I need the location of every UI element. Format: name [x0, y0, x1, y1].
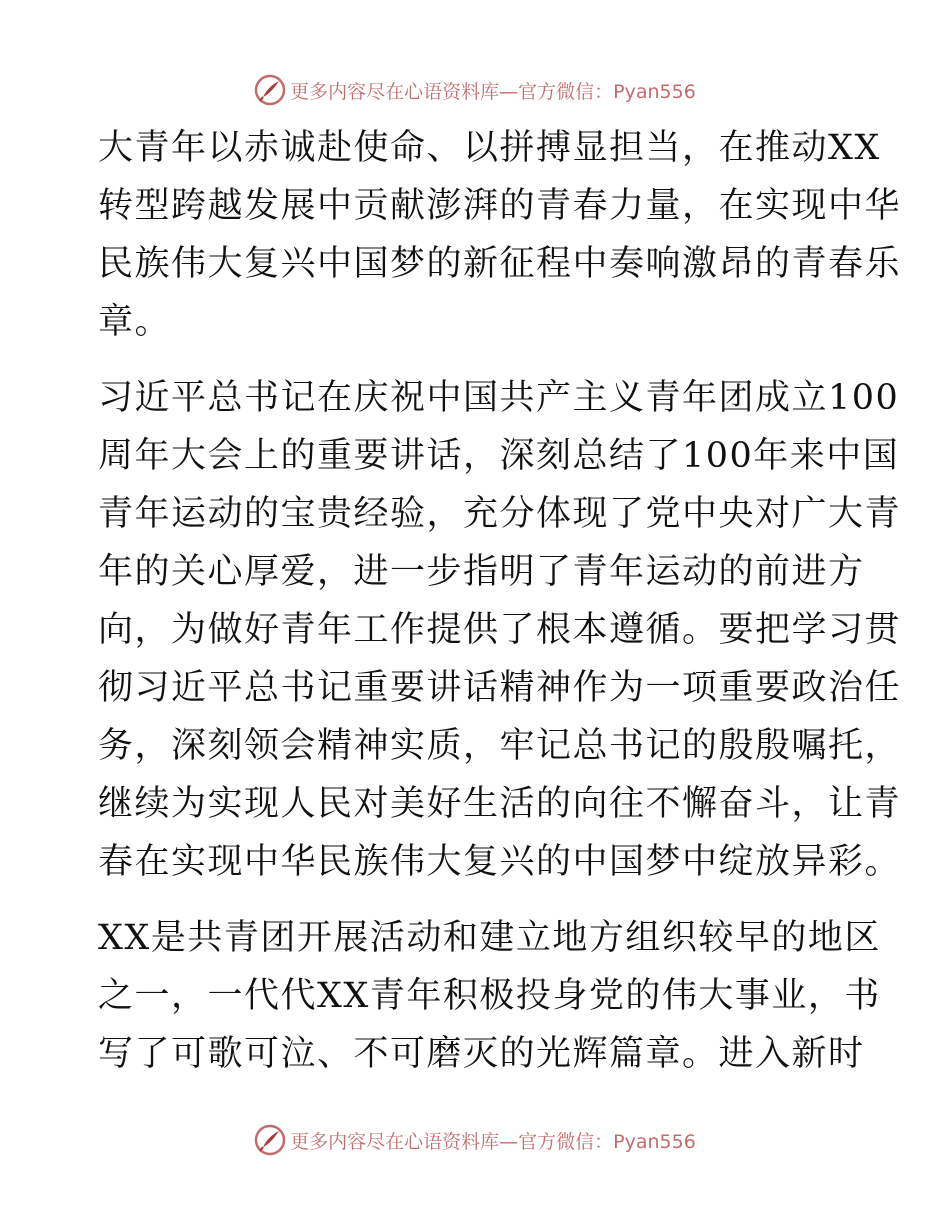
footer-watermark — [0, 1120, 950, 1160]
text-line: 青年运动的宝贵经验，充分体现了党中央对广大青 — [98, 494, 902, 534]
text-line: 务，深刻领会精神实质，牢记总书记的殷殷嘱托， — [98, 726, 902, 766]
watermark-text: 更多内容尽在心语资料库—官方微信：Pyan556 — [290, 80, 696, 103]
text-line: 大青年以赤诚赴使命、以拼搏显担当，在推动XX — [98, 128, 881, 168]
text-line: 转型跨越发展中贡献澎湃的青春力量，在实现中华 — [98, 186, 902, 226]
text-line: 章。 — [98, 302, 172, 342]
text-line: 春在实现中华民族伟大复兴的中国梦中绽放异彩。 — [98, 842, 902, 882]
feather-logo-icon — [254, 74, 286, 106]
feather-logo-icon — [254, 1124, 286, 1156]
text-line: 民族伟大复兴中国梦的新征程中奏响激昂的青春乐 — [98, 244, 902, 284]
header-watermark — [0, 70, 950, 110]
text-line: 彻习近平总书记重要讲话精神作为一项重要政治任 — [98, 668, 902, 708]
text-line: 向，为做好青年工作提供了根本遵循。要把学习贯 — [98, 610, 902, 650]
text-line: 之一，一代代XX青年积极投身党的伟大事业，书 — [98, 976, 881, 1016]
text-line: 写了可歌可泣、不可磨灭的光辉篇章。进入新时 — [98, 1034, 865, 1074]
watermark-text: 更多内容尽在心语资料库—官方微信：Pyan556 — [290, 1130, 696, 1153]
text-line: 年的关心厚爱，进一步指明了青年运动的前进方 — [98, 552, 865, 592]
text-line: 继续为实现人民对美好生活的向往不懈奋斗，让青 — [98, 784, 902, 824]
text-line: 习近平总书记在庆祝中国共产主义青年团成立100 — [98, 378, 900, 418]
text-line: 周年大会上的重要讲话，深刻总结了100年来中国 — [98, 436, 900, 476]
text-line: XX是共青团开展活动和建立地方组织较早的地区 — [98, 918, 881, 958]
